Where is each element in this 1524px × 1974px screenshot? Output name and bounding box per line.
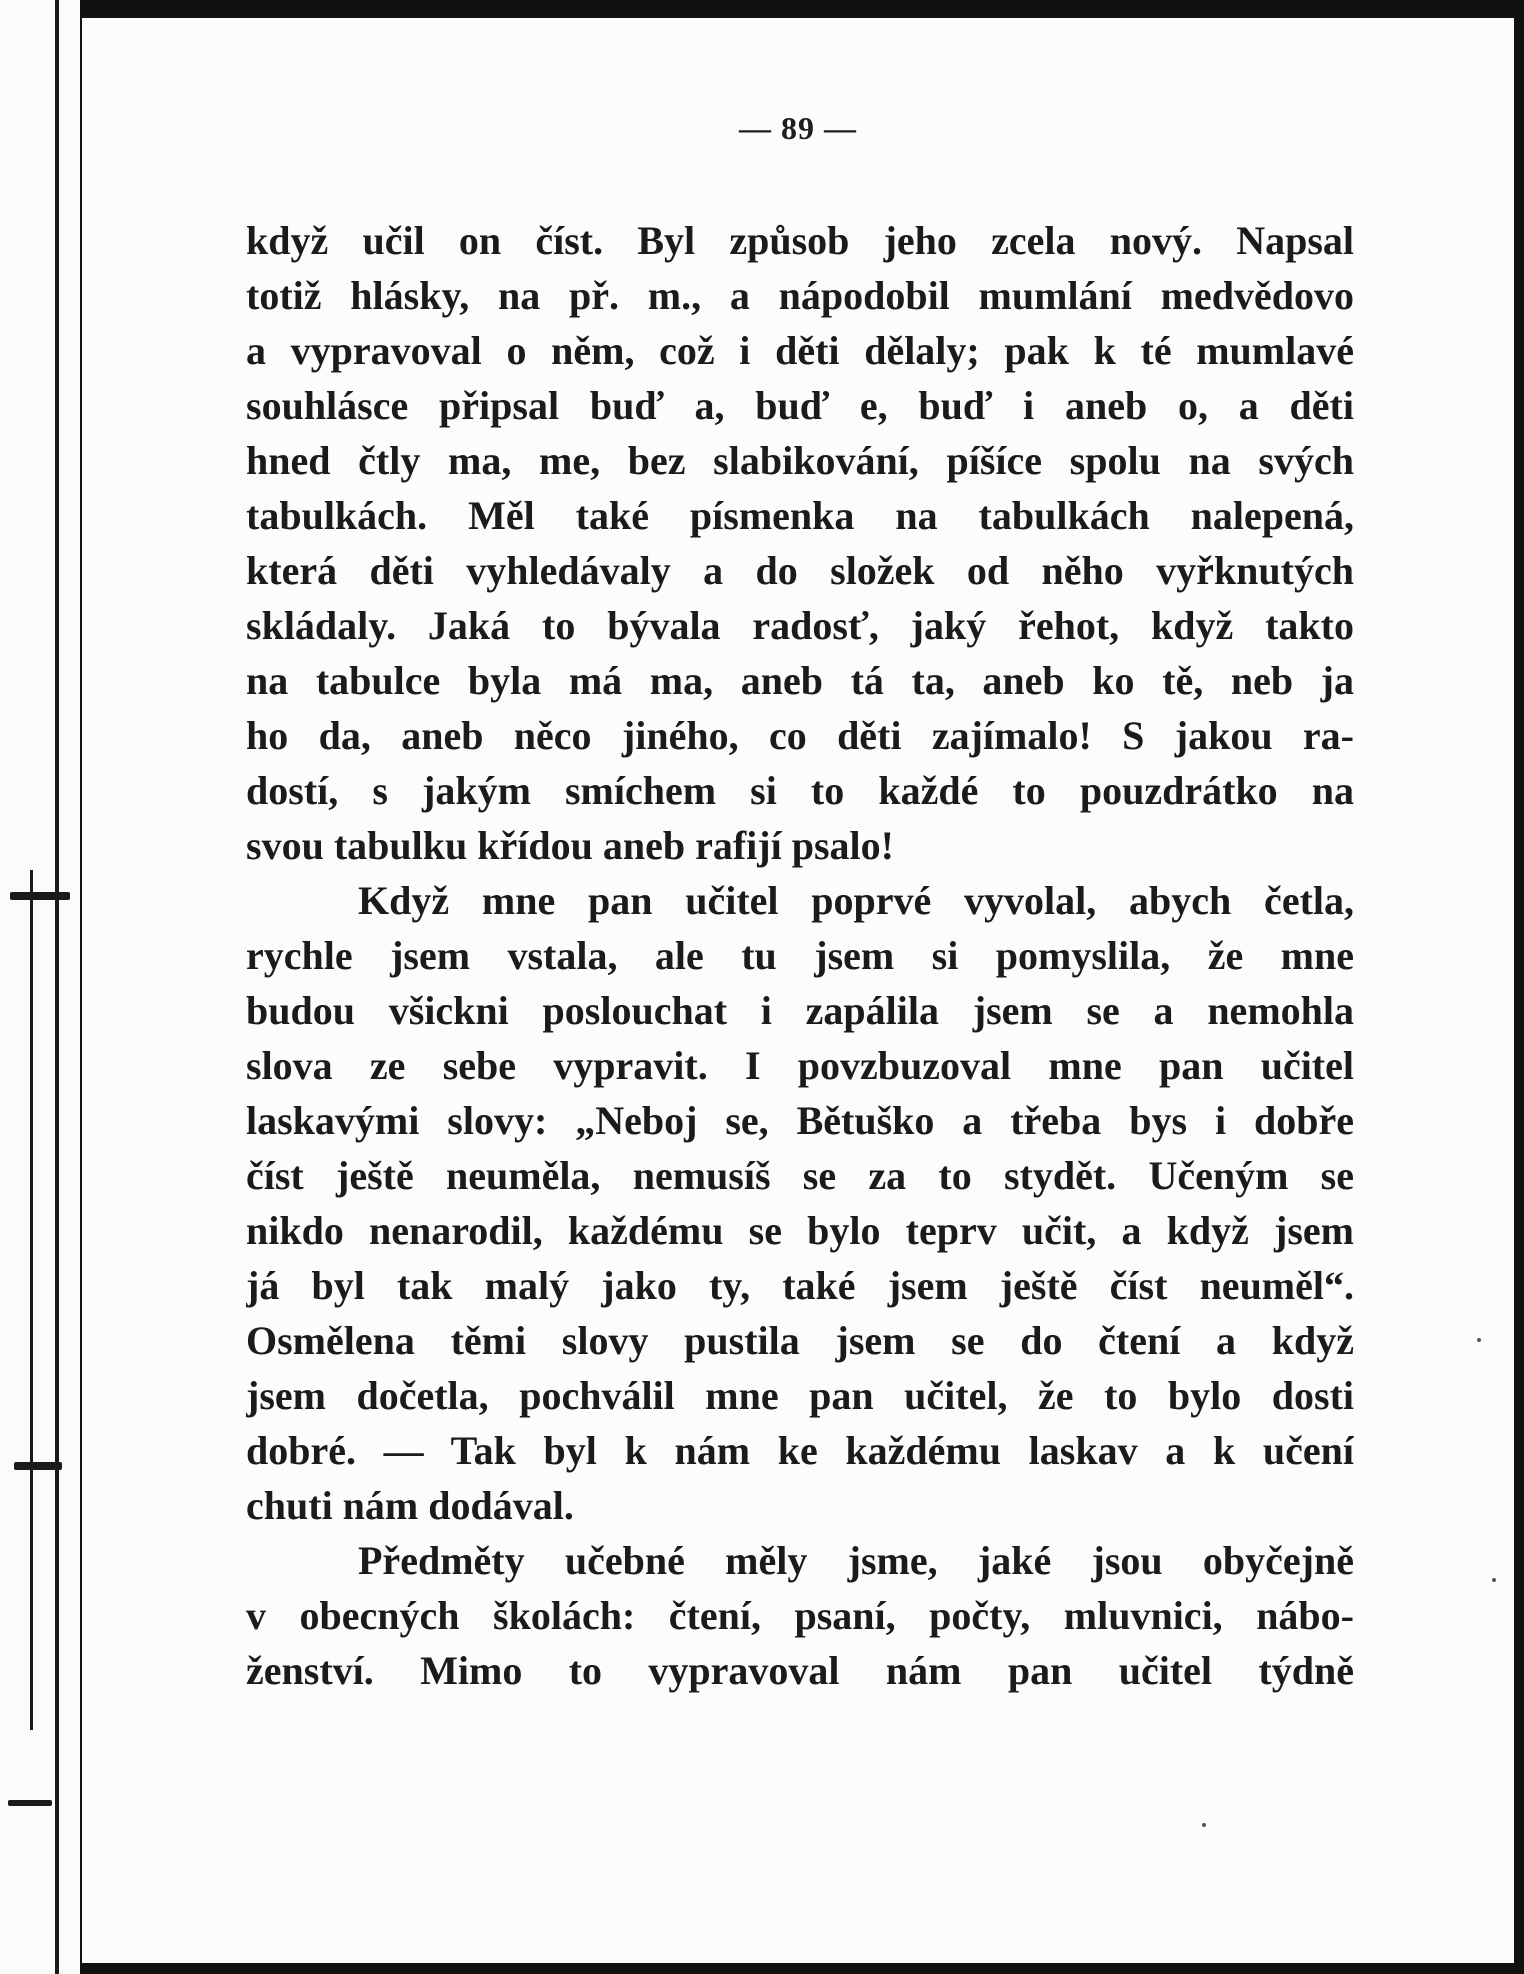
book-page xyxy=(82,18,1514,1963)
scan-speck xyxy=(1202,1823,1206,1827)
paragraph xyxy=(246,873,1354,1533)
text-line: ho da, aneb něco jiného, co děti zajímalo! S jakou ra- xyxy=(246,713,1354,758)
margin-mark xyxy=(14,1462,62,1470)
text-line: nikdo nenarodil, každému se bylo teprv učit, a když jsem xyxy=(246,1208,1354,1253)
text-line: tabulkách. Měl také písmenka na tabulkách nalepená, xyxy=(246,493,1354,538)
text-line: a vypravoval o něm, což i děti dělaly; pak k té mumlavé xyxy=(246,328,1354,373)
text-line: číst ještě neuměla, nemusíš se za to stydět. Učeným se xyxy=(246,1153,1354,1198)
text-line: ženství. Mimo to vypravoval nám pan učitel týdně xyxy=(246,1648,1354,1693)
text-line: Předměty učebné měly jsme, jaké jsou obyčejně xyxy=(358,1538,1354,1583)
text-line: svou tabulku křídou aneb rafijí psalo! xyxy=(246,823,894,868)
book-spine-line xyxy=(55,0,59,1974)
paragraph xyxy=(246,213,1354,873)
text-line: souhlásce připsal buď a, buď e, buď i aneb o, a děti xyxy=(246,383,1354,428)
margin-mark xyxy=(8,1800,52,1806)
page-number: — 89 — xyxy=(739,110,857,146)
scan-speck xyxy=(1477,1338,1481,1342)
body-text xyxy=(246,213,1354,1698)
book-spine-line-inner xyxy=(30,870,33,1730)
text-line: skládaly. Jaká to bývala radosť, jaký řehot, když takto xyxy=(246,603,1354,648)
text-line: dobré. — Tak byl k nám ke každému laskav a k učení xyxy=(246,1428,1354,1473)
text-line: jsem dočetla, pochválil mne pan učitel, že to bylo dosti xyxy=(246,1373,1354,1418)
text-line: když učil on číst. Byl způsob jeho zcela nový. Napsal xyxy=(246,218,1354,263)
paragraph xyxy=(246,1533,1354,1698)
text-line: slova ze sebe vypravit. I povzbuzoval mne pan učitel xyxy=(246,1043,1354,1088)
text-line: v obecných školách: čtení, psaní, počty, mluvnici, nábo- xyxy=(246,1593,1354,1638)
text-line: budou všickni poslouchat i zapálila jsem se a nemohla xyxy=(246,988,1354,1033)
text-line: hned čtly ma, me, bez slabikování, píšíce spolu na svých xyxy=(246,438,1354,483)
left-margin xyxy=(0,0,80,1974)
text-line: dostí, s jakým smíchem si to každé to pouzdrátko na xyxy=(246,768,1354,813)
text-line: Když mne pan učitel poprvé vyvolal, abych četla, xyxy=(358,878,1354,923)
scan-speck xyxy=(1492,1578,1496,1582)
text-line: laskavými slovy: „Neboj se, Bětuško a třeba bys i dobře xyxy=(246,1098,1354,1143)
text-line: totiž hlásky, na př. m., a nápodobil mumlání medvědovo xyxy=(246,273,1354,318)
margin-mark xyxy=(10,892,70,900)
text-line: Osmělena těmi slovy pustila jsem se do čtení a když xyxy=(246,1318,1354,1363)
text-line: která děti vyhledávaly a do složek od něho vyřknutých xyxy=(246,548,1354,593)
text-line: já byl tak malý jako ty, také jsem ještě číst neuměl“. xyxy=(246,1263,1354,1308)
text-line: rychle jsem vstala, ale tu jsem si pomyslila, že mne xyxy=(246,933,1354,978)
text-line: chuti nám dodával. xyxy=(246,1483,574,1528)
text-line: na tabulce byla má ma, aneb tá ta, aneb ko tě, neb ja xyxy=(246,658,1354,703)
